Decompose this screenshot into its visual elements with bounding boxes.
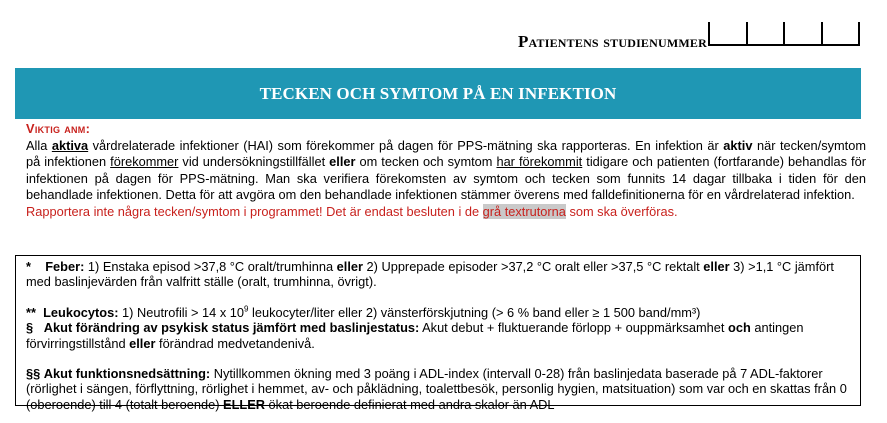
patient-number-row bbox=[0, 22, 887, 52]
definition-feber: * Feber: 1) Enstaka episod >37,8 °C oralt/trumhinna eller 2) Upprepade episoder >37,2 °C oralt eller >37,5 °C rektalt eller 3) >1,1 °C jämfört med baslinjevärden från valfritt ställe (oralt, trumhinna, övrigt). bbox=[26, 259, 834, 290]
patient-number-input[interactable] bbox=[708, 22, 860, 46]
important-note bbox=[26, 121, 866, 220]
patient-number-box[interactable] bbox=[748, 22, 786, 44]
note-paragraph: Alla aktiva vårdrelaterade infektioner (HAI) som förekommer på dagen för PPS-mätning ska rapporteras. En infektion är aktiv när tecken/symtom på infektionen förekommer vid undersökningstillfället eller om tecken och symtom har förekommit tidigare och patienten (fortfarande) behandlas för infektionen på dagen för PPS-mätning. Man ska verifiera förekomsten av symtom och tecken som funnits 14 dagar tillbaka i tiden för den behandlade infektionen. Detta för att avgöra om den behandlade infektionen stämmer överens med falldefinitionerna för en vårdrelaterad infektion. bbox=[26, 137, 866, 202]
section-title: TECKEN OCH SYMTOM PÅ EN INFEKTION bbox=[259, 83, 617, 103]
definition-psykisk-status: § Akut förändring av psykisk status jämfört med baslinjestatus: Akut debut + fluktuerande förlopp + ouppmärksamhet och antingen förvirringstillstånd eller förändrad medvetandenivå. bbox=[26, 320, 804, 351]
patient-number-box[interactable] bbox=[785, 22, 823, 44]
note-heading: Viktig anm: bbox=[26, 121, 91, 136]
grey-textbox-highlight: grå textrutorna bbox=[482, 203, 566, 219]
definition-leukocytos: ** Leukocytos: 1) Neutrofili > 14 x $10^9$ leukocyter/liter eller 2) vänsterförskjutning (> 6 % band eller ≥ 1 500 band/mm³) bbox=[26, 304, 701, 320]
patient-number-box[interactable] bbox=[710, 22, 748, 44]
section-banner bbox=[15, 68, 861, 119]
definitions-box bbox=[15, 255, 861, 412]
note-warning: Rapportera inte några tecken/symtom i programmet! Det är endast besluten i de grå textrutorna som ska överföras. bbox=[26, 203, 678, 219]
definition-funktionsnedsattning: §§ Akut funktionsnedsättning: Nytillkommen ökning med 3 poäng i ADL-index (intervall 0-28) från baslinjedata baserade på 7 ADL-faktorer (rörlighet i sängen, förflyttning, rörlighet i hemmet, av- och påklädning, toalettbesök, personlig hygien, matsituation) som var och en skattas från 0 (oberoende) till 4 (totalt beroende) ELLER ökat beroende definierat med andra skalor än ADL bbox=[26, 366, 847, 412]
patient-number-label: Patientens studienummer bbox=[517, 32, 707, 51]
patient-number-box[interactable] bbox=[823, 22, 859, 44]
